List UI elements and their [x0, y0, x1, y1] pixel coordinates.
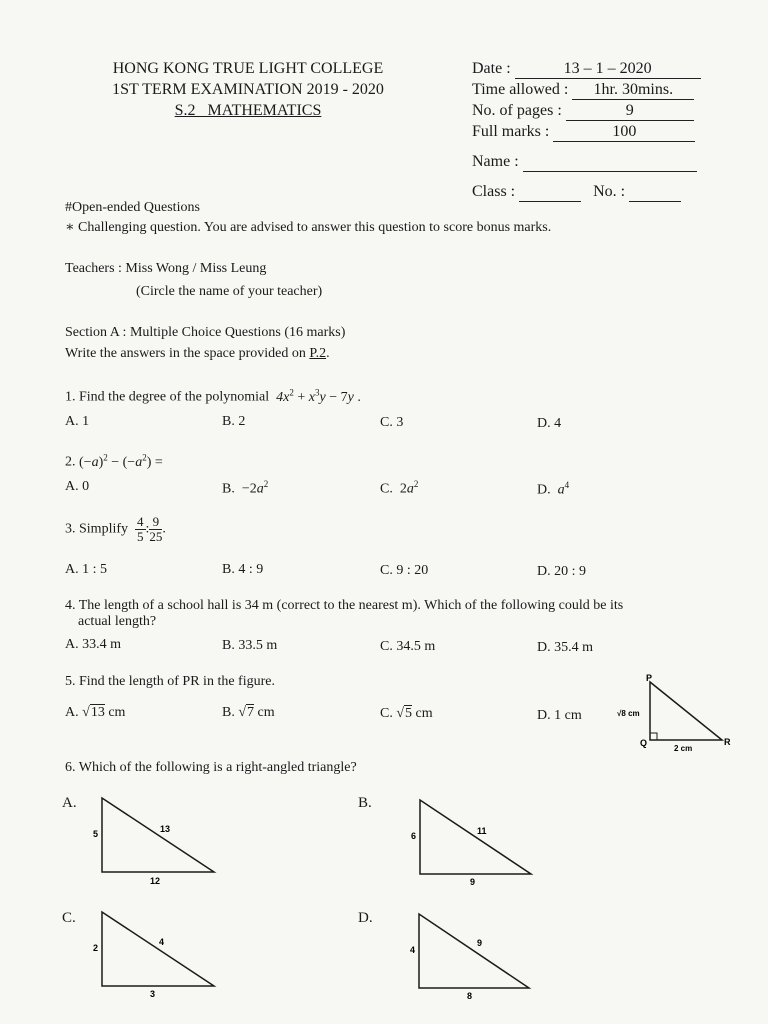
section-instruction-page: P.2 [309, 346, 327, 361]
question-1 [65, 387, 361, 406]
subject-title: S.2 MATHEMATICS [174, 102, 322, 119]
q4-option-a[interactable]: A. 33.4 m [65, 637, 121, 652]
q5-label-p: P [646, 673, 653, 683]
section-instruction-text: Write the answers in the space provided on [65, 346, 306, 361]
q5-right-angle-mark [650, 733, 657, 740]
q6-option-a-label[interactable]: A. [62, 795, 77, 811]
q5-label-r: R [724, 737, 731, 747]
q2-b-label: B. [222, 481, 235, 497]
q2-d-label: D. [537, 482, 551, 498]
q5-label-q: Q [640, 738, 648, 748]
question-4-line-1: 4. The length of a school hall is 34 m (correct to the nearest m). Which of the following could be its [65, 598, 624, 613]
q6-c-shape [102, 912, 214, 986]
q3-option-a[interactable]: A. 1 : 5 [65, 562, 107, 577]
q3-frac1-num: 4 [137, 514, 144, 529]
q6-triangle-b[interactable] [405, 792, 545, 892]
q3-frac1-den: 5 [137, 529, 144, 544]
q4-option-c[interactable]: C. 34.5 m [380, 639, 436, 654]
name-row [472, 153, 697, 172]
q2-expression: $(-a)^2 - (-a^2)$ = [79, 452, 163, 470]
section-instruction [65, 346, 330, 362]
q6-d-height: 4 [410, 945, 416, 955]
q3-frac2-num: 9 [149, 515, 162, 530]
no-label: No. : [593, 183, 626, 200]
name-field[interactable] [523, 153, 697, 172]
class-label: Class : [472, 183, 516, 200]
q6-triangle-a[interactable] [88, 790, 228, 890]
question-5: 5. Find the length of PR in the figure. [65, 674, 275, 689]
q5-triangle [650, 682, 722, 740]
pages-row [472, 102, 694, 121]
pages-value: 9 [566, 102, 694, 121]
q2-option-a[interactable]: A. 0 [65, 479, 90, 494]
q6-c-hypotenuse: 4 [159, 937, 165, 947]
q5-triangle-figure [612, 672, 742, 754]
section-title: Section A : Multiple Choice Questions (16 marks) [65, 325, 346, 340]
q6-triangle-d[interactable] [405, 906, 545, 1006]
q1-option-d[interactable]: D. 4 [537, 416, 562, 431]
q6-a-shape [102, 798, 214, 872]
section-instruction-end: . [326, 346, 330, 361]
time-row [472, 81, 694, 100]
q6-b-hypotenuse: 11 [477, 826, 487, 836]
q5-option-b[interactable]: B. √7 cm [222, 705, 275, 720]
q6-triangle-c[interactable] [88, 904, 228, 1004]
time-label: Time allowed : [472, 81, 569, 98]
q3-fraction-2 [149, 515, 162, 544]
q6-a-base: 12 [150, 876, 161, 886]
q5-option-d[interactable]: D. 1 cm [537, 708, 582, 723]
q5-b-radicand: 7 [247, 705, 255, 720]
q3-option-c[interactable]: C. 9 : 20 [380, 563, 429, 578]
no-field[interactable] [629, 183, 681, 202]
q2-text: 2. [65, 454, 76, 470]
q5-side-pq: √8 cm [617, 709, 640, 718]
q5-a-label: A. [65, 705, 79, 720]
q6-a-hypotenuse: 13 [160, 824, 171, 834]
q3-text: 3. Simplify [65, 521, 129, 537]
q1-option-c[interactable]: C. 3 [380, 415, 404, 430]
q1-option-b[interactable]: B. 2 [222, 414, 246, 429]
q3-option-b[interactable]: B. 4 : 9 [222, 562, 264, 577]
q4-option-b[interactable]: B. 33.5 m [222, 638, 278, 653]
q2-c-label: C. [380, 481, 393, 497]
name-label: Name : [472, 153, 519, 170]
q5-option-a[interactable]: A. √13 cm [65, 705, 126, 720]
q5-c-radicand: 5 [405, 706, 413, 721]
q3-option-d[interactable]: D. 20 : 9 [537, 564, 586, 579]
q6-a-height: 5 [93, 829, 99, 839]
q5-c-unit: cm [415, 706, 433, 721]
q6-c-height: 2 [93, 943, 99, 953]
q6-option-d-label[interactable]: D. [358, 910, 373, 926]
class-row [472, 183, 681, 202]
q5-a-unit: cm [108, 705, 126, 720]
q2-option-c[interactable]: C. $2a^2$ [380, 479, 419, 497]
school-name: HONG KONG TRUE LIGHT COLLEGE [112, 60, 384, 77]
q1-option-a[interactable]: A. 1 [65, 414, 90, 429]
time-value: 1hr. 30mins. [572, 81, 694, 100]
q6-d-hypotenuse: 9 [477, 938, 483, 948]
date-value: 13 – 1 – 2020 [515, 60, 701, 79]
marks-value: 100 [553, 123, 695, 142]
marks-row [472, 123, 695, 142]
q6-option-b-label[interactable]: B. [358, 795, 372, 811]
class-field[interactable] [519, 183, 581, 202]
open-ended-note: #Open-ended Questions [65, 200, 200, 215]
q3-fraction-1 [135, 515, 146, 544]
exam-title: 1ST TERM EXAMINATION 2019 - 2020 [112, 81, 384, 98]
q6-c-base: 3 [150, 989, 156, 999]
q6-b-base: 9 [470, 877, 476, 887]
pages-label: No. of pages : [472, 102, 562, 119]
teachers-instruction: (Circle the name of your teacher) [136, 284, 323, 299]
date-label: Date : [472, 60, 511, 77]
q5-side-qr: 2 cm [674, 744, 693, 753]
q6-d-base: 8 [467, 991, 473, 1001]
q5-b-unit: cm [257, 705, 275, 720]
q5-b-label: B. [222, 705, 235, 720]
question-2 [65, 452, 163, 471]
question-4-line-2: actual length? [78, 614, 157, 629]
question-3: 3. Simplify $\frac{4}{5}$ : $\frac{9}{25}$ . [65, 514, 166, 544]
q1-expression: $4x^2 + x^3y - 7y$ . [276, 387, 361, 405]
date-row [472, 60, 701, 79]
teachers-label: Teachers : Miss Wong / Miss Leung [65, 261, 267, 276]
marks-label: Full marks : [472, 123, 550, 140]
q6-b-shape [420, 800, 531, 874]
q3-frac2-den: 25 [149, 529, 163, 544]
q5-option-c[interactable]: C. √5 cm [380, 706, 433, 721]
q5-a-radicand: 13 [90, 705, 105, 720]
q6-b-height: 6 [411, 831, 417, 841]
q6-d-shape [419, 914, 529, 988]
q6-option-c-label[interactable]: C. [62, 910, 76, 926]
q1-text: 1. Find the degree of the polynomial [65, 389, 270, 405]
challenging-note: ∗ Challenging question. You are advised to answer this question to score bonus marks. [65, 220, 552, 235]
q4-option-d[interactable]: D. 35.4 m [537, 640, 593, 655]
q5-c-label: C. [380, 706, 393, 721]
q2-option-b[interactable]: B. $-2a^2$ [222, 479, 269, 497]
q2-option-d[interactable]: D. $a^4$ [537, 480, 570, 498]
question-6: 6. Which of the following is a right-angled triangle? [65, 760, 357, 775]
